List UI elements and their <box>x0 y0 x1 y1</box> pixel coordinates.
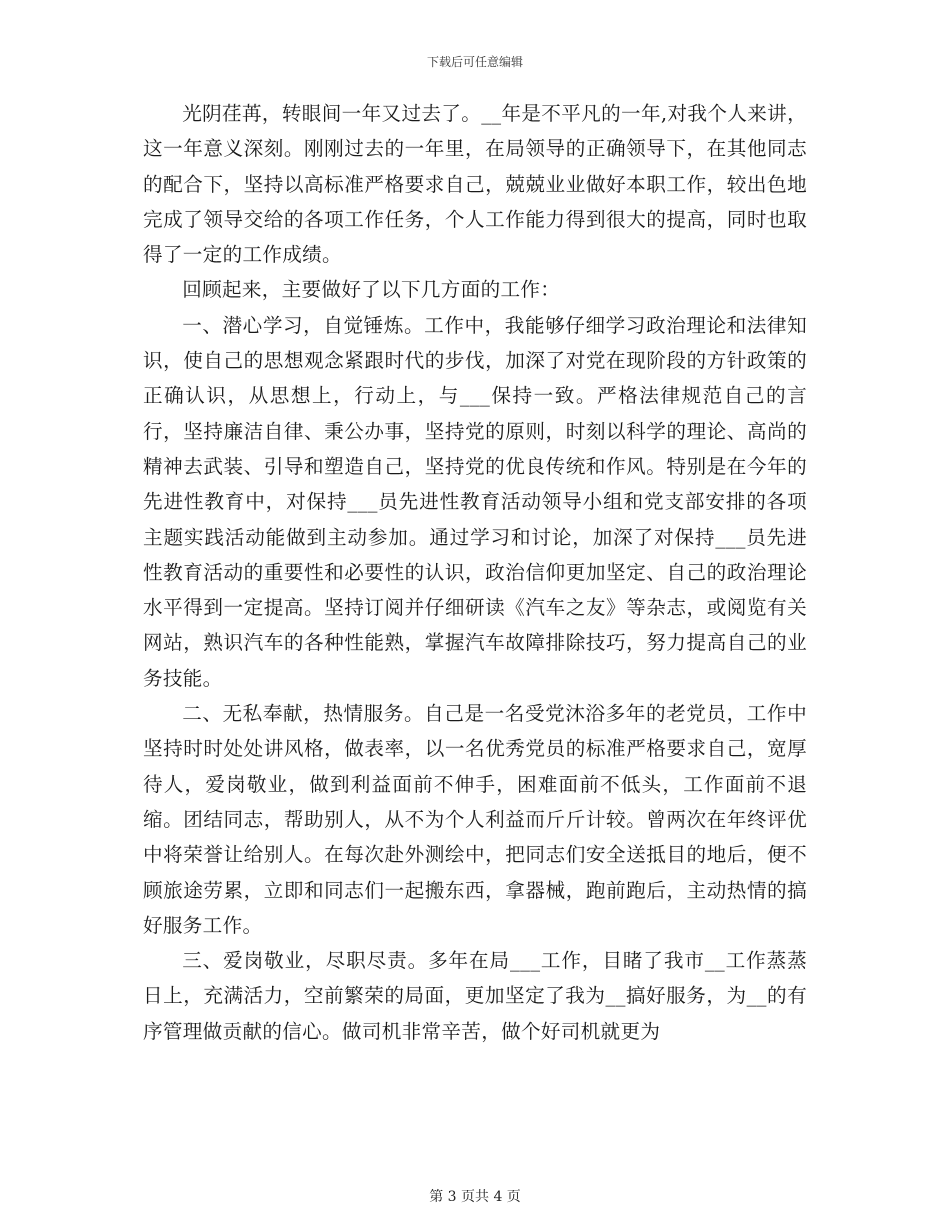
page-header-note: 下载后可任意编辑 <box>426 55 523 69</box>
paragraph-section-1: 一、潜心学习，自觉锤炼。工作中，我能够仔细学习政治理论和法律知识，使自己的思想观念紧跟时代的步伐，加深了对党在现阶段的方针政策的正确认识，从思想上，行动上，与___保持一致。严格法律规范自己的言行，坚持廉洁自律、秉公办事，坚持党的原则，时刻以科学的理论、高尚的精神去武装、引导和塑造自己，坚持党的优良传统和作风。特别是在今年的先进性教育中，对保持___员先进性教育活动领导小组和党支部安排的各项主题实践活动能做到主动参加。通过学习和讨论，加深了对保持___员先进性教育活动的重要性和必要性的认识，政治信仰更加坚定、自己的政治理论水平得到一定提高。坚持订阅并仔细研读《汽车之友》等杂志，或阅览有关网站，熟识汽车的各种性能熟，掌握汽车故障排除技巧，努力提高自己的业务技能。 <box>143 313 807 690</box>
paragraph-review: 回顾起来，主要做好了以下几方面的工作： <box>182 278 561 302</box>
paragraph-section-2: 二、无私奉献，热情服务。自己是一名受党沐浴多年的老党员，工作中坚持时时处处讲风格，做表率，以一名优秀党员的标准严格要求自己，宽厚待人，爱岗敬业，做到利益面前不伸手，困难面前不低头，工作面前不退缩。团结同志，帮助别人，从不为个人利益而斤斤计较。曾两次在年终评优中将荣誉让给别人。在每次赴外测绘中，把同志们安全送抵目的地后，便不顾旅途劳累，立即和同志们一起搬东西，拿器械，跑前跑后，主动热情的搞好服务工作。 <box>143 702 807 937</box>
paragraph-intro: 光阴荏苒，转眼间一年又过去了。__年是不平凡的一年,对我个人来讲，这一年意义深刻。刚刚过去的一年里，在局领导的正确领导下，在其他同志的配合下，坚持以高标准严格要求自己，兢兢业业做好本职工作，较出色地完成了领导交给的各项工作任务，个人工作能力得到很大的提高，同时也取得了一定的工作成绩。 <box>143 102 807 267</box>
document-body <box>143 96 807 1049</box>
page-number-footer: 第 3 页共 4 页 <box>429 1189 521 1205</box>
paragraph-section-3: 三、爱岗敬业，尽职尽责。多年在局___工作，目睹了我市__工作蒸蒸日上，充满活力，空前繁荣的局面，更加坚定了我为__搞好服务，为__的有序管理做贡献的信心。做司机非常辛苦，做个好司机就更为 <box>143 949 807 1043</box>
